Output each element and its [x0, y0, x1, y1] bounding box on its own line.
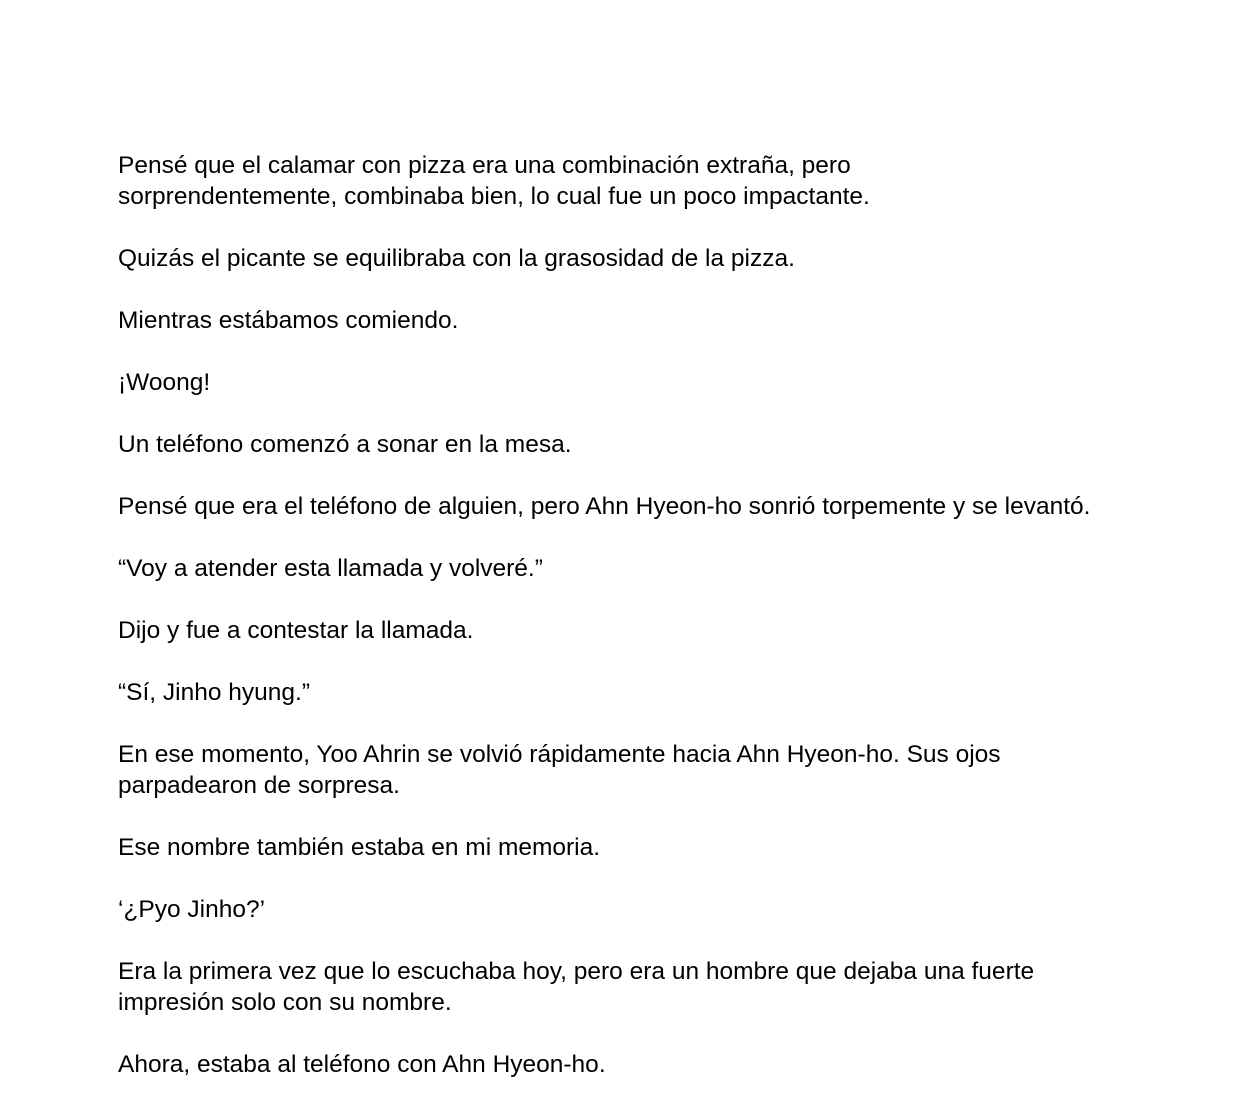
paragraph: Pensé que era el teléfono de alguien, pero Ahn Hyeon-ho sonrió torpemente y se levantó.: [118, 493, 1091, 520]
paragraph: Dijo y fue a contestar la llamada.: [118, 617, 474, 644]
document-body: [118, 150, 1118, 1111]
paragraph: ‘¿Pyo Jinho?’: [118, 896, 266, 923]
paragraph: Ese nombre también estaba en mi memoria.: [118, 834, 601, 861]
paragraph: Era la primera vez que lo escuchaba hoy, pero era un hombre que dejaba una fuerte impresión solo con su nombre.: [118, 958, 1035, 1016]
paragraph: “Voy a atender esta llamada y volveré.”: [118, 555, 543, 582]
paragraph: Mientras estábamos comiendo.: [118, 307, 459, 334]
paragraph: Un teléfono comenzó a sonar en la mesa.: [118, 431, 572, 458]
paragraph: Ahora, estaba al teléfono con Ahn Hyeon-ho.: [118, 1051, 606, 1078]
paragraph: Quizás el picante se equilibraba con la grasosidad de la pizza.: [118, 245, 795, 272]
paragraph: ¡Woong!: [118, 369, 211, 396]
paragraph: “Sí, Jinho hyung.”: [118, 679, 311, 706]
paragraph: Pensé que el calamar con pizza era una combinación extraña, pero sorprendentemente, combinaba bien, lo cual fue un poco impactante.: [118, 152, 870, 210]
paragraph: En ese momento, Yoo Ahrin se volvió rápidamente hacia Ahn Hyeon-ho. Sus ojos parpadearon de sorpresa.: [118, 741, 1001, 799]
